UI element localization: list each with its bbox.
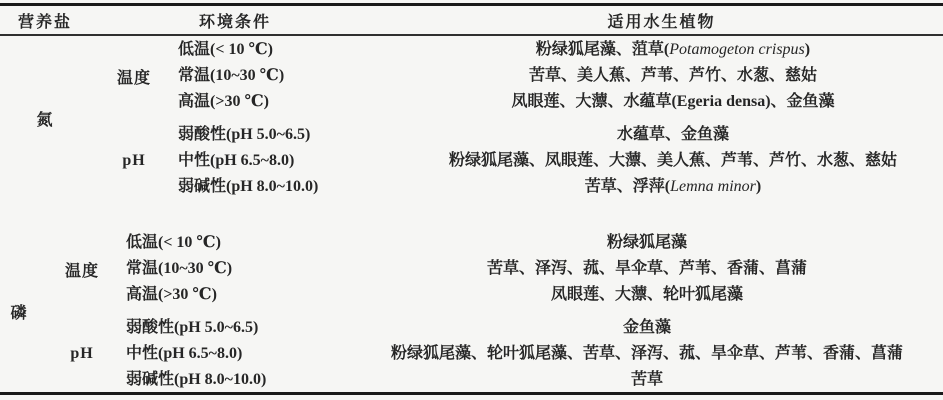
- condition-cell: 高温(>30 ℃): [178, 93, 269, 110]
- table-row: [178, 122, 943, 148]
- table-row: [178, 148, 943, 174]
- plants-cell: 粉绿狐尾藻、菹草(Potamogeton crispus): [535, 41, 811, 58]
- group-ph: [38, 315, 943, 393]
- condition-cell: 常温(10~30 ℃): [125, 260, 233, 277]
- condition-cell: 弱碱性(pH 8.0~10.0): [178, 178, 319, 195]
- condition-cell: 高温(>30 ℃): [125, 286, 217, 303]
- group-label: 温度: [116, 69, 151, 87]
- table-row: [126, 256, 943, 282]
- table-row: [178, 37, 943, 63]
- condition-cell: 弱酸性(pH 5.0~6.5): [125, 319, 259, 336]
- condition-cell: 弱酸性(pH 5.0~6.5): [178, 126, 311, 143]
- plants-cell: 粉绿狐尾藻、轮叶狐尾藻、苦草、泽泻、菰、旱伞草、芦苇、香蒲、菖蒲: [390, 345, 903, 362]
- table-row: [126, 367, 943, 393]
- group-ph: [90, 122, 943, 200]
- nutrient-label: 磷: [10, 305, 28, 322]
- plants-cell: 粉绿狐尾藻、凤眼莲、大薸、美人蕉、芦苇、芦竹、水葱、慈姑: [448, 152, 897, 169]
- group-label: pH: [70, 345, 94, 362]
- condition-cell: 低温(< 10 ℃): [178, 41, 273, 58]
- header-nutrient: 营养盐: [17, 13, 72, 31]
- table-row: [126, 282, 943, 308]
- plants-cell: 苦草: [630, 371, 663, 388]
- condition-cell: 常温(10~30 ℃): [178, 67, 285, 84]
- plants-cell: 苦草、泽泻、菰、旱伞草、芦苇、香蒲、菖蒲: [486, 260, 807, 277]
- latin-name: Potamogeton crispus: [669, 41, 805, 58]
- group-temperature: [90, 37, 943, 115]
- header-condition: 环境条件: [198, 13, 271, 31]
- group-label: 温度: [64, 262, 99, 280]
- table-row: [178, 174, 943, 200]
- plants-cell: 金鱼藻: [622, 319, 671, 336]
- section-nitrogen: [0, 37, 943, 200]
- table-header-row: [0, 6, 943, 34]
- table-body: [0, 36, 943, 393]
- table-row: [126, 341, 943, 367]
- nutrient-label: 氮: [36, 112, 54, 129]
- condition-cell: 中性(pH 6.5~8.0): [125, 345, 243, 362]
- plants-cell: 凤眼莲、大薸、水蕴草(Egeria densa)、金鱼藻: [511, 93, 835, 110]
- plants-cell: 凤眼莲、大薸、轮叶狐尾藻: [550, 286, 743, 303]
- table-row: [178, 63, 943, 89]
- header-plants: 适用水生植物: [607, 13, 716, 31]
- section-phosphorus: [0, 230, 943, 393]
- plants-cell: 苦草、浮萍(Lemna minor): [584, 178, 762, 195]
- plants-cell: 粉绿狐尾藻: [606, 234, 687, 251]
- table-row: [126, 230, 943, 256]
- group-temperature: [38, 230, 943, 308]
- table-bottom-rule: [0, 392, 943, 395]
- condition-cell: 低温(< 10 ℃): [125, 234, 221, 251]
- table-row: [126, 315, 943, 341]
- latin-name: Lemna minor: [670, 178, 756, 195]
- table-row: [178, 89, 943, 115]
- condition-cell: 中性(pH 6.5~8.0): [178, 152, 295, 169]
- plants-cell: 水蕴草、金鱼藻: [616, 126, 729, 143]
- condition-cell: 弱碱性(pH 8.0~10.0): [125, 371, 267, 388]
- plants-cell: 苦草、美人蕉、芦苇、芦竹、水葱、慈姑: [528, 67, 817, 84]
- group-label: pH: [122, 152, 146, 169]
